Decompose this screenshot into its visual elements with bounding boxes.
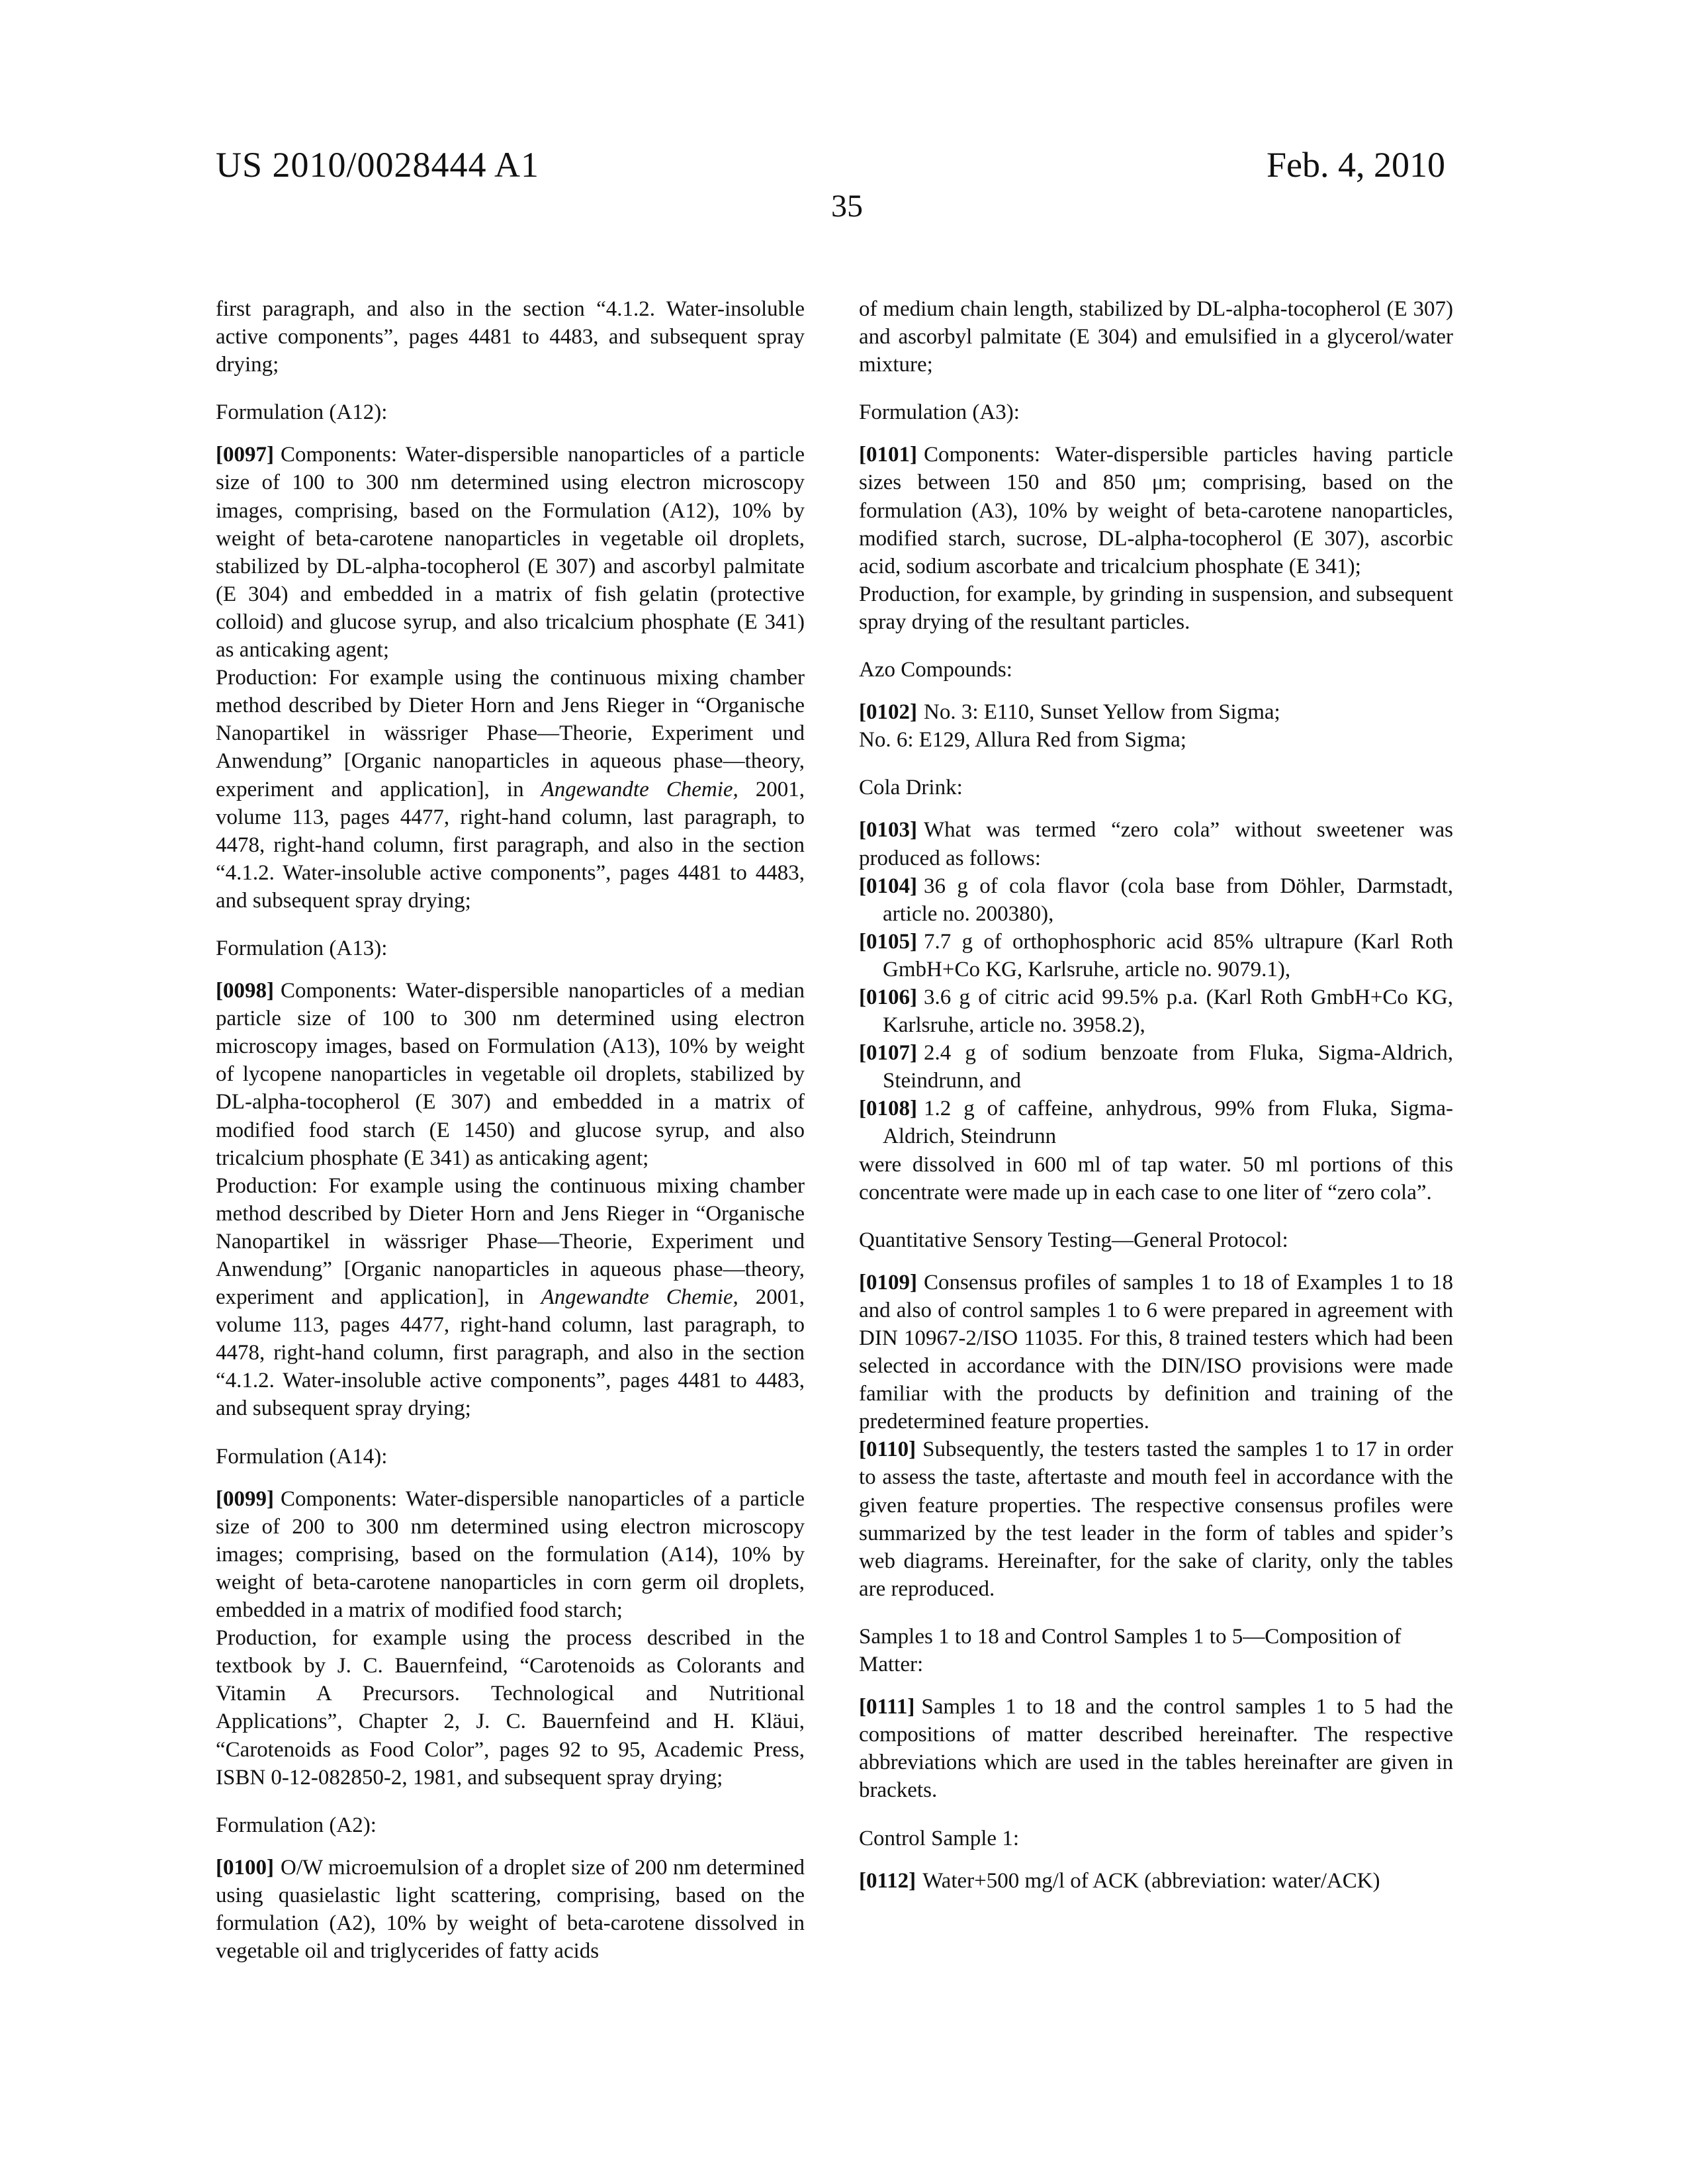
publication-date: Feb. 4, 2010 (1267, 144, 1445, 185)
heading-formulation-a12: Formulation (A12): (216, 398, 805, 426)
left-column (216, 295, 805, 1965)
heading-formulation-a14: Formulation (A14): (216, 1443, 805, 1471)
paragraph-text: Consensus profiles of samples 1 to 18 of Examples 1 to 18 and also of control samples 1 to 6 were prepared in agreement with DIN 10967-2/ISO 11035. For this, 8 trained testers which had been selected in accordance with the DIN/ISO provisions were made familiar with the products by definition and training of the predetermined feature properties. (859, 1271, 1453, 1433)
paragraph-text: Components: Water-dispersible nanoparticles of a particle size of 200 to 300 nm determined using electron microscopy images; comprising, based on the formulation (A14), 10% by weight of beta-carotene nanoparticles in corn germ oil droplets, embedded in a matrix of modified food starch; (216, 1487, 805, 1622)
paragraph-number: [0110] (859, 1437, 916, 1461)
publication-number: US 2010/0028444 A1 (216, 144, 539, 185)
paragraph-0111 (859, 1693, 1453, 1804)
heading-samples-composition: Samples 1 to 18 and Control Samples 1 to 5—Composition of Matter: (859, 1623, 1453, 1678)
heading-formulation-a2: Formulation (A2): (216, 1811, 805, 1839)
paragraph-number: [0106] (859, 985, 917, 1009)
paragraph-number: [0109] (859, 1271, 917, 1295)
production-a13 (216, 1172, 805, 1423)
heading-formulation-a13: Formulation (A13): (216, 934, 805, 962)
paragraph-text: O/W microemulsion of a droplet size of 200 nm determined using quasielastic light scattering, comprising, based on the formulation (A2), 10% by weight of beta-carotene dissolved in vegetable oil and triglycerides of fatty acids (216, 1856, 805, 1963)
heading-azo-compounds: Azo Compounds: (859, 656, 1453, 684)
paragraph-text: 2.4 g of sodium benzoate from Fluka, Sigma-Aldrich, Steindrunn, and (883, 1041, 1453, 1093)
paragraph-text: 36 g of cola flavor (cola base from Döhler, Darmstadt, article no. 200380), (883, 874, 1453, 926)
paragraph-0103 (859, 816, 1453, 872)
heading-control-sample-1: Control Sample 1: (859, 1825, 1453, 1852)
paragraph-0110 (859, 1435, 1453, 1603)
paragraph-text: Components: Water-dispersible nanoparticles of a particle size of 100 to 300 nm determined using electron microscopy images, comprising, based on the Formulation (A12), 10% by weight of beta-carotene nanoparticles in vegetable oil droplets, stabilized by DL-alpha-tocopherol (E 307) and ascorbyl palmitate (E 304) and embedded in a matrix of fish gelatin (protective colloid) and glucose syrup, and also tricalcium phosphate (E 341) as anticaking agent; (216, 443, 805, 662)
paragraph-number: [0105] (859, 930, 917, 954)
paragraph-0097 (216, 441, 805, 664)
paragraph-text: Water+500 mg/l of ACK (abbreviation: water/ACK) (922, 1869, 1380, 1893)
production-text: Production: For example using the continuous mixing chamber method described by Dieter Horn and Jens Rieger in “Organische Nanopartikel in wässriger Phase—Theorie, Experiment und Anwendung” [Organic nanoparticles in aqueous phase—theory, experiment and application], in (216, 1174, 805, 1309)
paragraph-text: What was termed “zero cola” without sweetener was produced as follows: (859, 818, 1453, 870)
paragraph-number: [0098] (216, 979, 274, 1003)
paragraph-text: Samples 1 to 18 and the control samples 1 to 5 had the compositions of matter described hereinafter. The respective abbreviations which are used in the tables hereinafter are given in brackets. (859, 1695, 1453, 1802)
paragraph-number: [0108] (859, 1097, 917, 1120)
paragraph-number: [0104] (859, 874, 917, 898)
paragraph-text: Components: Water-dispersible nanoparticles of a median particle size of 100 to 300 nm determined using electron microscopy images, based on Formulation (A13), 10% by weight of lycopene nanoparticles in vegetable oil droplets, stabilized by DL-alpha-tocopherol (E 307) and embedded in a matrix of modified food starch (E 1450) and glucose syrup, and also tricalcium phosphate (E 341) as anticaking agent; (216, 979, 805, 1170)
paragraph-text: 1.2 g of caffeine, anhydrous, 99% from Fluka, Sigma-Aldrich, Steindrunn (883, 1097, 1453, 1148)
paragraph-number: [0107] (859, 1041, 917, 1065)
paragraph-0101 (859, 441, 1453, 580)
paragraph-0105 (859, 928, 1453, 983)
right-column (859, 295, 1453, 1895)
production-a12 (216, 664, 805, 915)
paragraph-text: 7.7 g of orthophosphoric acid 85% ultrapure (Karl Roth GmbH+Co KG, Karlsruhe, article no. 9079.1), (883, 930, 1453, 981)
paragraph-number: [0102] (859, 700, 917, 724)
page-number: 35 (0, 188, 1694, 224)
cola-instructions: were dissolved in 600 ml of tap water. 50 ml portions of this concentrate were made up in each case to one liter of “zero cola”. (859, 1151, 1453, 1206)
paragraph-number: [0099] (216, 1487, 274, 1511)
paragraph-0108 (859, 1095, 1453, 1150)
paragraph-0100 (216, 1854, 805, 1965)
paragraph-0106 (859, 983, 1453, 1039)
document-page (0, 0, 1694, 2184)
journal-title: Angewandte Chemie, (541, 778, 738, 801)
paragraph-continued: first paragraph, and also in the section “4.1.2. Water-insoluble active components”, pages 4481 to 4483, and subsequent spray drying; (216, 295, 805, 379)
heading-cola-drink: Cola Drink: (859, 774, 1453, 801)
paragraph-0112 (859, 1867, 1453, 1895)
paragraph-text: Components: Water-dispersible particles having particle sizes between 150 and 850 μm; comprising, based on the formulation (A3), 10% by weight of beta-carotene nanoparticles, modified starch, sucrose, DL-alpha-tocopherol (E 307), ascorbic acid, sodium ascorbate and tricalcium phosphate (E 341); (859, 443, 1453, 578)
paragraph-0102 (859, 698, 1453, 726)
azo-compound-line: No. 6: E129, Allura Red from Sigma; (859, 726, 1453, 754)
paragraph-number: [0100] (216, 1856, 274, 1880)
paragraph-0098 (216, 977, 805, 1172)
paragraph-text: No. 3: E110, Sunset Yellow from Sigma; (924, 700, 1280, 724)
journal-title: Angewandte Chemie, (541, 1285, 738, 1309)
heading-formulation-a3: Formulation (A3): (859, 398, 1453, 426)
paragraph-0109 (859, 1269, 1453, 1436)
paragraph-continued: of medium chain length, stabilized by DL-alpha-tocopherol (E 307) and ascorbyl palmitate (E 304) and emulsified in a glycerol/water mixture; (859, 295, 1453, 379)
paragraph-text: 3.6 g of citric acid 99.5% p.a. (Karl Roth GmbH+Co KG, Karlsruhe, article no. 3958.2), (883, 985, 1453, 1037)
paragraph-number: [0097] (216, 443, 274, 467)
paragraph-number: [0111] (859, 1695, 914, 1719)
paragraph-number: [0112] (859, 1869, 916, 1893)
heading-quantitative-sensory-testing: Quantitative Sensory Testing—General Protocol: (859, 1226, 1453, 1254)
production-a3: Production, for example, by grinding in suspension, and subsequent spray drying of the resultant particles. (859, 580, 1453, 636)
paragraph-0104 (859, 872, 1453, 928)
production-a14: Production, for example using the process described in the textbook by J. C. Bauernfeind, “Carotenoids as Colorants and Vitamin A Precursors. Technological and Nutritional Applications”, Chapter 2, J. C. Bauernfeind and H. Kläui, “Carotenoids as Food Color”, pages 92 to 95, Academic Press, ISBN 0-12-082850-2, 1981, and subsequent spray drying; (216, 1624, 805, 1792)
paragraph-0099 (216, 1485, 805, 1624)
paragraph-text: Subsequently, the testers tasted the samples 1 to 17 in order to assess the taste, aftertaste and mouth feel in accordance with the given feature properties. The respective consensus profiles were summarized by the test leader in the form of tables and spider’s web diagrams. Hereinafter, for the sake of clarity, only the tables are reproduced. (859, 1437, 1453, 1600)
production-text: 2001, volume 113, pages 4477, right-hand column, last paragraph, to 4478, right-hand column, first paragraph, and also in the section “4.1.2. Water-insoluble active components”, pages 4481 to 4483, and subsequent spray drying; (216, 778, 805, 913)
paragraph-number: [0103] (859, 818, 917, 842)
production-text: Production: For example using the continuous mixing chamber method described by Dieter Horn and Jens Rieger in “Organische Nanopartikel in wässriger Phase—Theorie, Experiment und Anwendung” [Organic nanoparticles in aqueous phase—theory, experiment and application], in (216, 666, 805, 801)
paragraph-number: [0101] (859, 443, 917, 467)
paragraph-0107 (859, 1039, 1453, 1095)
production-text: 2001, volume 113, pages 4477, right-hand column, last paragraph, to 4478, right-hand column, first paragraph, and also in the section “4.1.2. Water-insoluble active components”, pages 4481 to 4483, and subsequent spray drying; (216, 1285, 805, 1420)
